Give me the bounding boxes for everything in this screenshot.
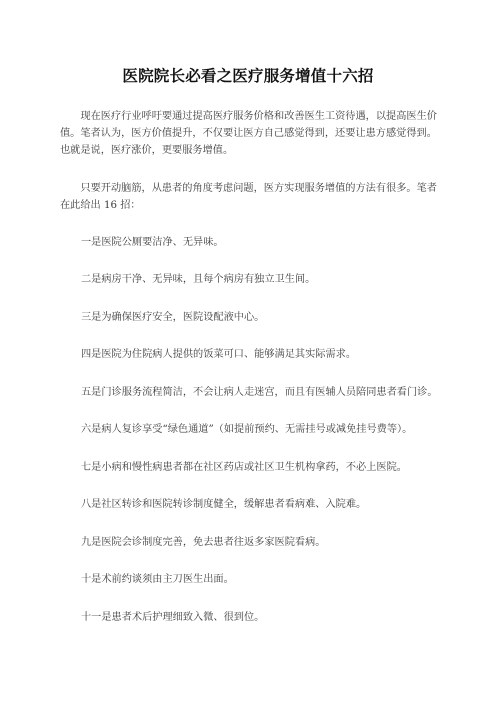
intro-paragraph: 现在医疗行业呼吁要通过提高医疗服务价格和改善医生工资待遇，以提高医生价值。笔者认为，医方价值提升，不仅要让医方自己感觉得到，还要让患方感觉得到。也就是说，医疗涨价，更要服务增值。 xyxy=(60,111,437,156)
document-title: 医院院长必看之医疗服务增值十六招 xyxy=(122,66,374,85)
methods-intro-paragraph: 只要开动脑筋，从患者的角度考虑问题，医方实现服务增值的方法有很多。笔者在此给出 16 招： xyxy=(60,183,437,211)
list-item: 五是门诊服务流程简洁，不会让病人走迷宫，而且有医辅人员陪同患者看门诊。 xyxy=(81,387,438,398)
list-item: 十一是患者术后护理细致入微、很到位。 xyxy=(81,612,265,623)
list-item: 八是社区转诊和医院转诊制度健全，缓解患者看病难、入院难。 xyxy=(81,499,367,510)
list-item: 十是术前约谈须由主刀医生出面。 xyxy=(81,574,234,585)
list-item: 二是病房干净、无异味，且每个病房有独立卫生间。 xyxy=(81,274,316,285)
list-item: 四是医院为住院病人提供的饭菜可口、能够满足其实际需求。 xyxy=(81,349,357,360)
list-item: 一是医院公厕要洁净、无异味。 xyxy=(81,237,224,248)
list-item: 六是病人复诊享受“绿色通道”（如提前预约、无需挂号或减免挂号费等）。 xyxy=(81,424,413,435)
list-item: 九是医院会诊制度完善，免去患者往返多家医院看病。 xyxy=(81,537,326,548)
list-item: 七是小病和慢性病患者都在社区药店或社区卫生机构拿药，不必上医院。 xyxy=(81,462,407,473)
list-item: 三是为确保医疗安全，医院设配液中心。 xyxy=(81,312,265,323)
